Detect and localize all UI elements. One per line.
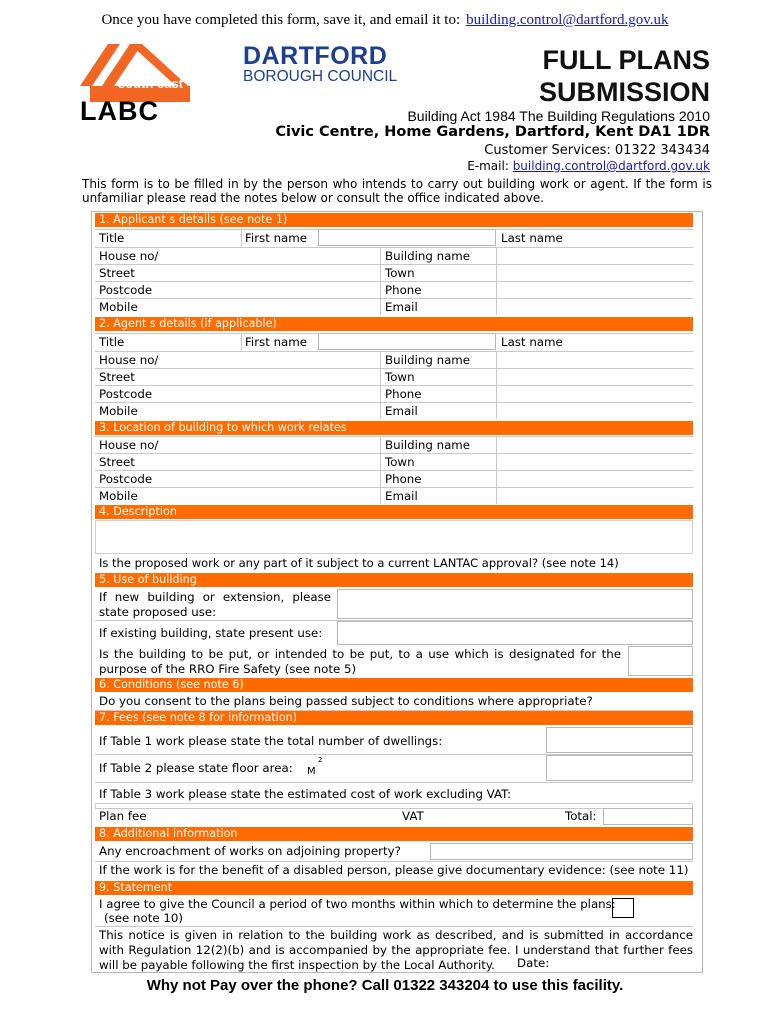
s1-street-label: Street: [99, 266, 135, 280]
total-label: Total:: [565, 809, 597, 823]
s3-mobile-label: Mobile: [99, 489, 138, 503]
s3-house-label: House no/: [99, 438, 159, 452]
section-3-header: 3. Location of building to which work relates: [95, 421, 693, 435]
existing-building-question: If existing building, state present use:: [99, 626, 323, 640]
lantac-question: Is the proposed work or any part of it subject to a current LANTAC approval? (see note 14): [99, 556, 619, 570]
rro-question: Is the building to be put, or intended to be put, to a use which is designated for the purpose of the RRO Fire Safety (see note 5): [99, 647, 621, 676]
s2-postcode-label: Postcode: [99, 387, 153, 401]
s1-mobile-label: Mobile: [99, 300, 138, 314]
disabled-question: If the work is for the benefit of a disabled person, please give documentary evidence: (see note 11): [99, 863, 689, 877]
labc-name: LABC: [80, 96, 159, 126]
section-8-header: 8. Additional information: [95, 827, 693, 841]
s2-first-name-input[interactable]: [318, 333, 496, 350]
rro-answer-input[interactable]: [628, 646, 693, 676]
agree-checkbox[interactable]: [612, 898, 634, 918]
s1-house-label: House no/: [99, 249, 159, 263]
notice-text: This notice is given in relation to the building work as described, and is submitted in accordance with Regulation 12(2)(b) and is accompanied by the appropriate fee. I understand that further fees will be payable following the first inspection by the Local Authority.: [99, 928, 693, 972]
table1-question: If Table 1 work please state the total number of dwellings:: [99, 734, 443, 748]
agree-note: (see note 10): [104, 911, 183, 925]
s2-mobile-label: Mobile: [99, 404, 138, 418]
email-link-top[interactable]: building.control@dartford.gov.uk: [466, 12, 669, 28]
section-4-header: 4. Description: [95, 505, 693, 519]
plan-fee-label: Plan fee: [99, 809, 147, 823]
consent-question: Do you consent to the plans being passed subject to conditions where appropriate?: [99, 694, 593, 708]
labc-logo: [80, 44, 195, 126]
s2-building-label: Building name: [385, 353, 471, 367]
s1-first-name-input[interactable]: [318, 229, 496, 246]
s1-town-label: Town: [385, 266, 415, 280]
agree-statement: I agree to give the Council a period of two months within which to determine the plans:: [99, 897, 616, 911]
council-name: DARTFORD: [243, 42, 388, 70]
footer-pay-phone: Why not Pay over the phone? Call 01322 343204 to use this facility.: [146, 977, 624, 994]
email-label: E-mail:: [467, 159, 513, 173]
s2-phone-label: Phone: [385, 387, 422, 401]
new-building-question: If new building or extension, please state proposed use:: [99, 590, 331, 619]
s2-street-label: Street: [99, 370, 135, 384]
instruction-text: Once you have completed this form, save it, and email it to:: [101, 12, 461, 28]
council-subtitle: BOROUGH COUNCIL: [243, 68, 398, 85]
section-5-header: 5. Use of building: [95, 573, 693, 587]
encroachment-input[interactable]: [430, 843, 693, 860]
s1-phone-label: Phone: [385, 283, 422, 297]
s1-first-name-label: First name: [245, 231, 308, 245]
s2-house-label: House no/: [99, 353, 159, 367]
s3-building-label: Building name: [385, 438, 471, 452]
s1-postcode-label: Postcode: [99, 283, 153, 297]
section-7-header: 7. Fees (see note 8 for information): [95, 711, 693, 725]
labc-region: south east: [118, 76, 184, 91]
encroachment-question: Any encroachment of works on adjoining property?: [99, 844, 401, 858]
existing-building-input[interactable]: [337, 621, 693, 645]
description-input[interactable]: [95, 520, 693, 554]
table2-unit-exponent: 2: [318, 756, 323, 764]
table3-question: If Table 3 work please state the estimated cost of work excluding VAT:: [99, 787, 512, 801]
s1-title-label: Title: [99, 231, 125, 245]
title-line-2: SUBMISSION: [538, 77, 710, 107]
s3-email-label: Email: [385, 489, 418, 503]
intro-text: This form is to be filled in by the person who intends to carry out building work or agent. If the form is unfamiliar please read the notes below or consult the office indicated above.: [82, 177, 712, 205]
new-building-input[interactable]: [337, 589, 693, 619]
title-line-1: FULL PLANS: [542, 45, 710, 75]
table2-unit: M: [307, 766, 316, 777]
form-title: [539, 44, 710, 108]
save-instruction: [0, 12, 770, 29]
s2-first-name-label: First name: [245, 335, 308, 349]
s3-phone-label: Phone: [385, 472, 422, 486]
section-2-header: 2. Agent s details (if applicable): [95, 317, 693, 331]
dartford-logo: [243, 44, 397, 86]
customer-services: Customer Services: 01322 343434: [484, 143, 710, 158]
total-input[interactable]: [603, 808, 693, 825]
table2-question: If Table 2 please state floor area:: [99, 761, 293, 775]
s1-last-name-label: Last name: [501, 231, 563, 245]
s1-building-label: Building name: [385, 249, 471, 263]
s1-email-label: Email: [385, 300, 418, 314]
s2-email-label: Email: [385, 404, 418, 418]
s3-street-label: Street: [99, 455, 135, 469]
s3-town-label: Town: [385, 455, 415, 469]
email-line: [467, 159, 710, 173]
acts-line: Building Act 1984 The Building Regulations 2010: [407, 108, 710, 124]
dwellings-input[interactable]: [546, 727, 693, 753]
s2-town-label: Town: [385, 370, 415, 384]
date-label: Date:: [517, 956, 550, 970]
floor-area-input[interactable]: [546, 755, 693, 781]
vat-label: VAT: [402, 809, 424, 823]
section-6-header: 6. Conditions (see note 6): [95, 678, 693, 692]
s2-title-label: Title: [99, 335, 125, 349]
section-9-header: 9. Statement: [95, 881, 693, 895]
s3-postcode-label: Postcode: [99, 472, 153, 486]
email-link[interactable]: building.control@dartford.gov.uk: [512, 159, 710, 173]
council-address: Civic Centre, Home Gardens, Dartford, Kent DA1 1DR: [275, 124, 710, 140]
section-1-header: 1. Applicant s details (see note 1): [95, 213, 693, 227]
s2-last-name-label: Last name: [501, 335, 563, 349]
